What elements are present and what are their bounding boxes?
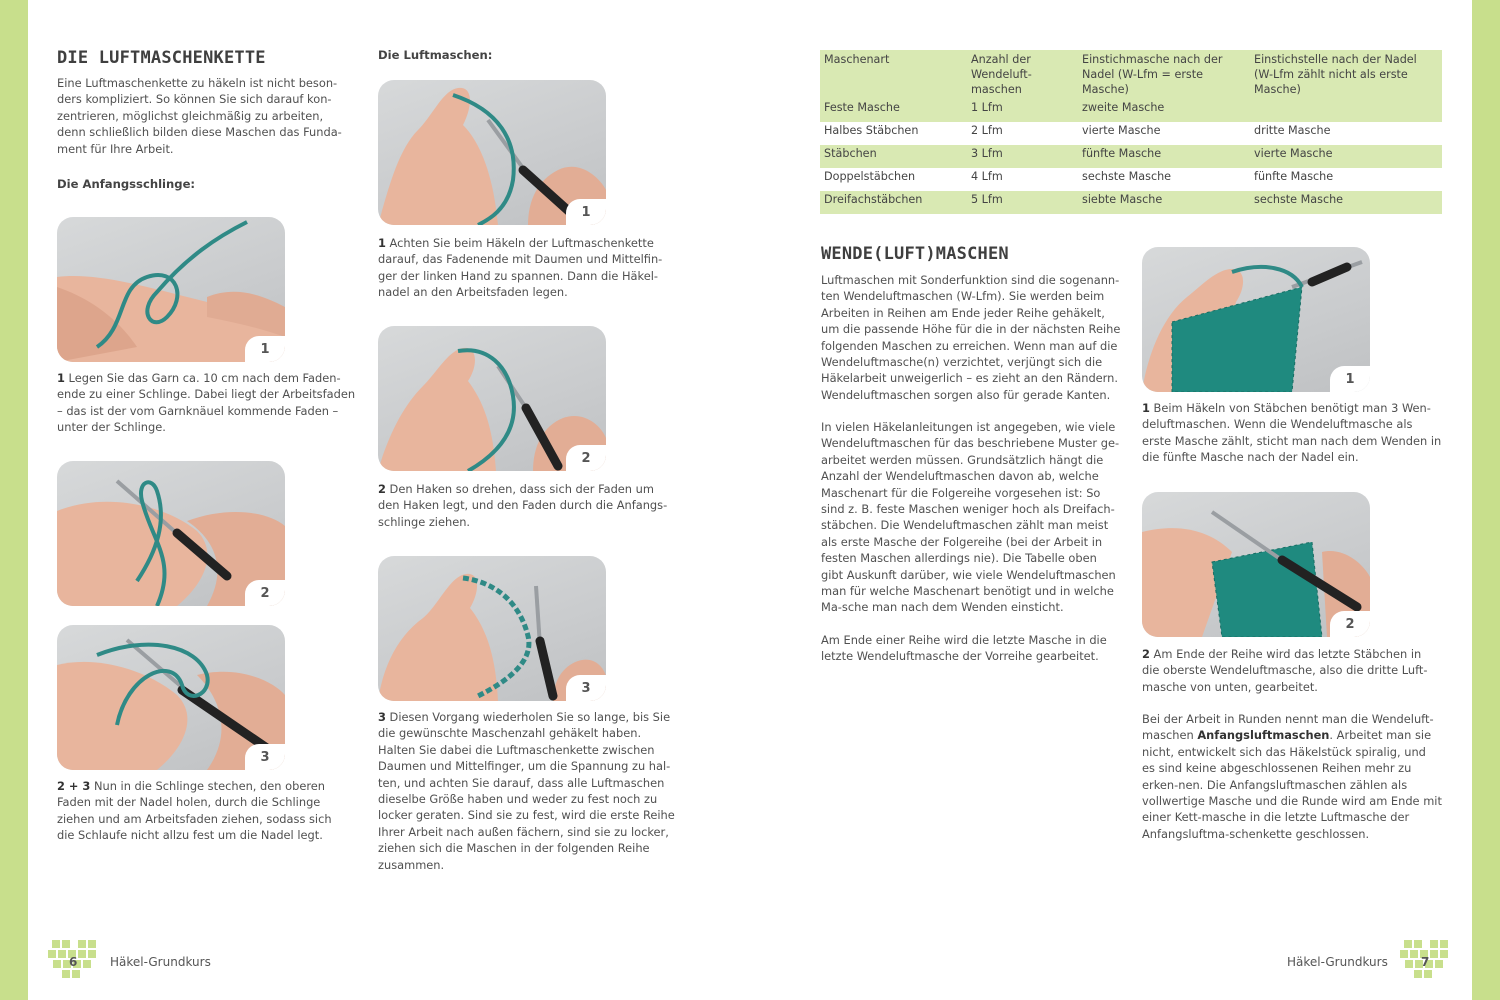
table-row [820, 145, 1442, 168]
table-cell: Doppelstäbchen [824, 170, 916, 183]
left-page [28, 0, 750, 1000]
table-cell: siebte Masche [1082, 193, 1163, 206]
footer-title: Häkel-Grundkurs [1287, 955, 1388, 969]
table-header: Einstichmasche nach der Nadel (W-Lfm = erste Masche) [1082, 53, 1223, 96]
subheading-start-loop: Die Anfangsschlinge: [57, 177, 196, 191]
table-cell: zweite Masche [1082, 101, 1165, 114]
step-text: Legen Sie das Garn ca. 10 cm nach dem Faden-ende zu einer Schlinge. Dabei liegt der Arbeitsfaden – das ist der vom Garnknäuel kommende Faden – unter der Schlinge. [57, 371, 356, 435]
step-text: Achten Sie beim Häkeln der Luftmaschenkette darauf, das Fadenende mit Daumen und Mittelfin-ger der linken Hand zu spannen. Dann die Häkel-nadel an den Arbeitsfaden legen. [378, 236, 663, 300]
photo-number-badge: 2 [245, 580, 285, 606]
right-page [750, 0, 1472, 1000]
table-header: Maschenart [824, 53, 890, 66]
turning-step-2-text [1142, 646, 1442, 695]
step-text: Den Haken so drehen, dass sich der Faden um den Haken legt, und den Faden durch die Anfangs-schlinge ziehen. [378, 482, 668, 529]
table-row [820, 168, 1442, 191]
table-cell: Feste Masche [824, 101, 900, 114]
turning-para-3: Am Ende einer Reihe wird die letzte Masche in die letzte Wendeluftmasche der Vorreihe gearbeitet. [821, 633, 1107, 664]
table-cell: vierte Masche [1082, 124, 1161, 137]
turning-step-1-text [1142, 400, 1442, 466]
chain-step-3-text [378, 709, 678, 873]
table-cell: 1 Lfm [971, 101, 1003, 114]
chain-step-1-text [378, 235, 678, 301]
table-cell: fünfte Masche [1254, 170, 1334, 183]
step-number: 1 [57, 371, 65, 385]
table-cell: dritte Masche [1254, 124, 1331, 137]
photo-start-loop-3 [57, 625, 285, 770]
page-number: 7 [1421, 955, 1430, 969]
rounds-text-start: Bei der Arbeit in Runden nennt man die Wendeluft-maschen [1142, 712, 1434, 743]
table-cell: vierte Masche [1254, 147, 1333, 160]
step-text: Am Ende der Reihe wird das letzte Stäbchen in die oberste Wendeluftmasche, also die dritte Luft-masche von unten, gearbeitet. [1142, 647, 1428, 694]
photo-number-badge: 1 [566, 199, 606, 225]
loop-step-2-3-text [57, 778, 349, 844]
turning-para-1: Luftmaschen mit Sonderfunktion sind die sogenann-ten Wendeluftmaschen (W-Lfm). Sie werden beim Arbeiten in Reihen am Ende jeder Reihe gehäkelt, um die passende Höhe für die in der nächsten Reihe folgenden Maschen zu erreichen. Wenn man auf die Wendeluftmasche(n) verzichtet, verjüngt sich die Häkelarbeit unweigerlich – es zieht an den Rändern. Wendeluftmaschen sorgen also für gerade Kanten. [821, 273, 1121, 402]
photo-number-badge: 3 [566, 675, 606, 701]
photo-turning-1 [1142, 247, 1370, 392]
table-row [820, 191, 1442, 214]
photo-chain-1 [378, 80, 606, 225]
step-number: 2 [1142, 647, 1150, 661]
page-number: 6 [69, 955, 78, 969]
turning-chain-table [820, 50, 1442, 214]
loop-step-1-text [57, 370, 357, 436]
rounds-text-end: . Arbeitet man sie nicht, entwickelt sich das Häkelstück spiralig, und es sind keine abgeschlossenen Reihen mehr zu erken-nen. Die Anfangsluftmaschen zählen als vollwertige Masche und die Runde wird am Ende mit einer Kett-masche in die letzte Luftmasche der Anfangsluftma-schenkette geschlossen. [1142, 728, 1442, 841]
photo-number-badge: 1 [1330, 366, 1370, 392]
intro-paragraph: Eine Luftmaschenkette zu häkeln ist nicht beson-ders kompliziert. So können Sie sich darauf kon-zentrieren, möglichst gleichmäßig zu arbeiten, denn schließlich bilden diese Maschen das Funda-ment für Ihre Arbeit. [57, 76, 342, 156]
section-title-turning-chains: WENDE(LUFT)MASCHEN [821, 244, 1009, 264]
photo-chain-2 [378, 326, 606, 471]
table-header-row [820, 50, 1442, 99]
turning-para-2: In vielen Häkelanleitungen ist angegeben, wie viele Wendeluftmaschen für das beschriebene Muster ge-arbeitet werden müssen. Grundsätzlich hängt die Anzahl der Wendeluftmaschen davon ab, welche Maschenart für die Folgereihe vorgesehen ist: So sind z. B. feste Maschen weniger hoch als Dreifach-stäbchen. Die Wendeluftmaschen zählt man meist als erste Masche der Folgereihe (bei der Arbeit in festen Maschen allerdings nie). Die Tabelle oben gibt Auskunft darüber, wie viele Wendeluftmaschen man für welche Maschenart benötigt und in welche Ma-sche man nach dem Wenden einsticht. [821, 420, 1120, 615]
photo-chain-3 [378, 556, 606, 701]
step-text: Diesen Vorgang wiederholen Sie so lange, bis Sie die gewünschte Maschenzahl gehäkelt haben. Halten Sie dabei die Luftmaschenkette zwischen Daumen und Mittelfinger, um die Spannung zu hal-ten, und achten Sie darauf, dass alle Luftmaschen dieselbe Größe haben und weder zu fest noch zu locker geraten. Sind sie zu fest, wird die erste Reihe Ihrer Arbeit nach außen fächern, sind sie zu locker, ziehen sich die Maschen in der folgenden Reihe zusammen. [378, 710, 675, 872]
table-cell: fünfte Masche [1082, 147, 1162, 160]
rounds-keyword: Anfangsluftmaschen [1197, 728, 1330, 743]
section-title-chain: DIE LUFTMASCHENKETTE [57, 48, 266, 68]
photo-turning-2 [1142, 492, 1370, 637]
table-cell: Stäbchen [824, 147, 877, 160]
table-cell: 5 Lfm [971, 193, 1003, 206]
table-cell: 3 Lfm [971, 147, 1003, 160]
photo-number-badge: 1 [245, 336, 285, 362]
step-number: 1 [1142, 401, 1150, 415]
table-header: Anzahl der Wendeluft-maschen [971, 53, 1032, 96]
photo-start-loop-1 [57, 217, 285, 362]
photo-start-loop-2 [57, 461, 285, 606]
table-header: Einstichstelle nach der Nadel (W-Lfm zählt nicht als erste Masche) [1254, 53, 1417, 96]
table-cell: 4 Lfm [971, 170, 1003, 183]
step-number: 1 [378, 236, 386, 250]
step-text: Beim Häkeln von Stäbchen benötigt man 3 Wen-deluftmaschen. Wenn die Wendeluftmasche als erste Masche zählt, sticht man nach dem Wenden in die fünfte Masche nach der Nadel ein. [1142, 401, 1442, 465]
step-number: 2 + 3 [57, 779, 91, 793]
table-cell: sechste Masche [1082, 170, 1172, 183]
table-row [820, 99, 1442, 122]
photo-number-badge: 2 [1330, 611, 1370, 637]
photo-number-badge: 3 [245, 744, 285, 770]
photo-number-badge: 2 [566, 445, 606, 471]
table-cell: Halbes Stäbchen [824, 124, 919, 137]
table-cell [1250, 99, 1442, 122]
subheading-chain-stitches: Die Luftmaschen: [378, 48, 493, 62]
step-number: 2 [378, 482, 386, 496]
chain-step-2-text [378, 481, 678, 530]
step-text: Nun in die Schlinge stechen, den oberen Faden mit der Nadel holen, durch die Schlinge ziehen und am Arbeitsfaden ziehen, sodass sich die Schlaufe nicht allzu fest um die Nadel legt. [57, 779, 332, 843]
table-cell: sechste Masche [1254, 193, 1344, 206]
rounds-paragraph [1142, 711, 1442, 842]
footer-title: Häkel-Grundkurs [110, 955, 211, 969]
table-cell: 2 Lfm [971, 124, 1003, 137]
table-row [820, 122, 1442, 145]
step-number: 3 [378, 710, 386, 724]
table-cell: Dreifachstäbchen [824, 193, 923, 206]
